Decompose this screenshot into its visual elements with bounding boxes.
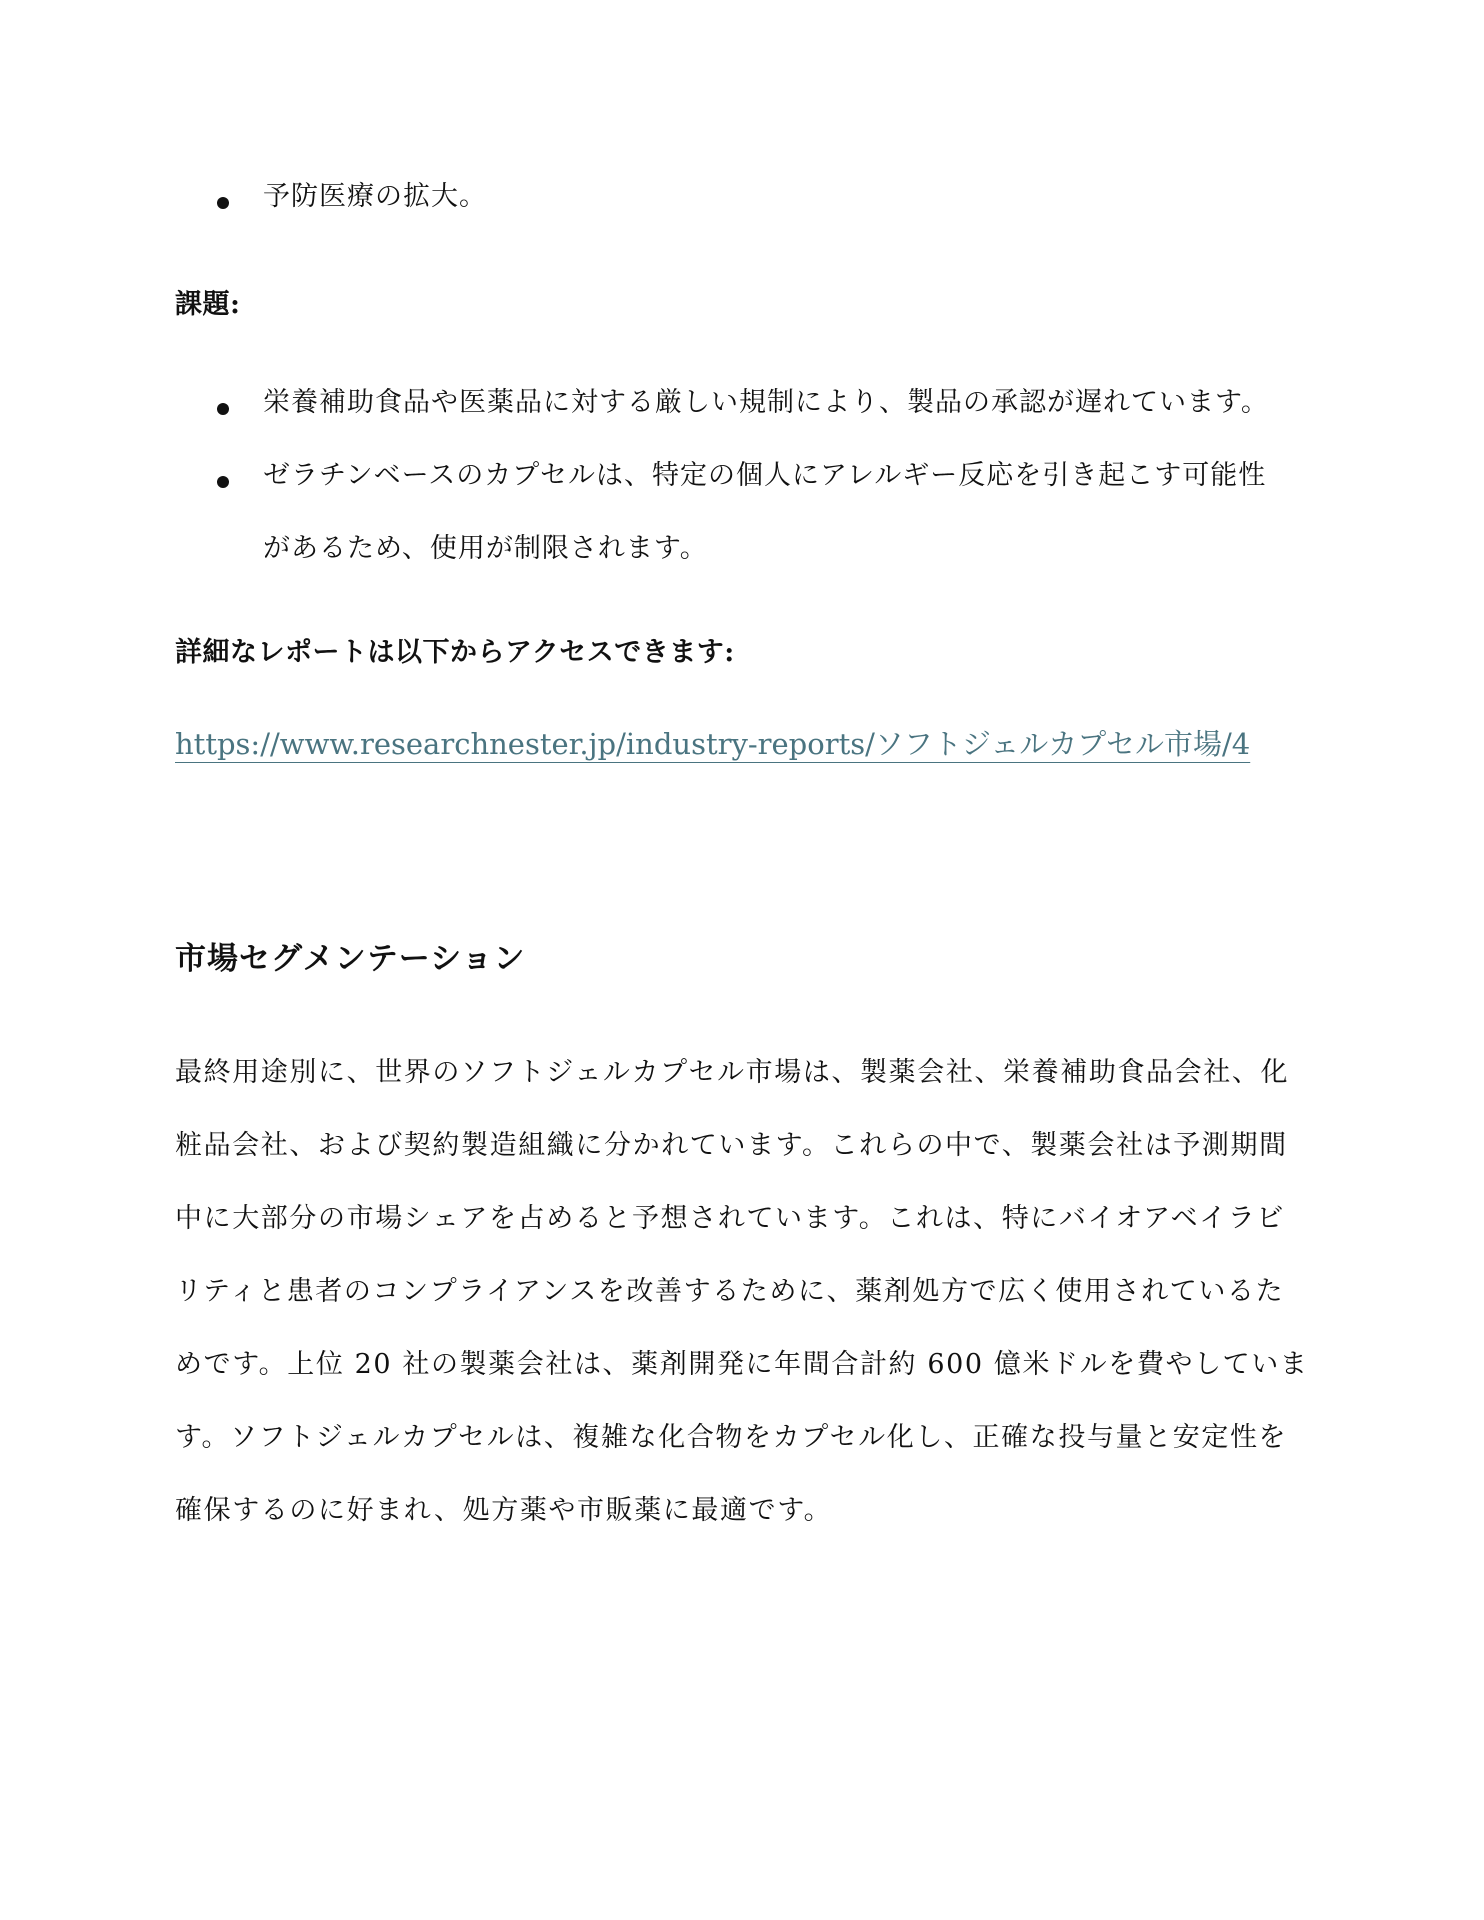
bullet-icon xyxy=(217,403,229,415)
report-link[interactable]: https://www.researchnester.jp/industry-reports/ソフトジェルカプセル市場/4 xyxy=(175,727,1251,761)
bullet-icon xyxy=(217,197,229,209)
report-access-label: 詳細なレポートは以下からアクセスできます: xyxy=(175,637,735,668)
paragraph-line: 確保するのに好まれ、処方薬や市販薬に最適です。 xyxy=(175,1495,833,1526)
section-heading: 市場セグメンテーション xyxy=(175,941,526,977)
paragraph-line: めです。上位 20 社の製薬会社は、薬剤開発に年間合計約 600 億米ドルを費やしていま xyxy=(175,1349,1309,1380)
paragraph-line: リティと患者のコンプライアンスを改善するために、薬剤処方で広く使用されているた xyxy=(175,1276,1285,1307)
list-item-text: ゼラチンベースのカプセルは、特定の個人にアレルギー反応を引き起こす可能性 xyxy=(263,460,1267,491)
paragraph-line: 中に大部分の市場シェアを占めると予想されています。これは、特にバイオアベイラビ xyxy=(175,1203,1285,1234)
bullet-icon xyxy=(217,476,229,488)
list-item-text: 予防医療の拡大。 xyxy=(263,181,487,212)
challenges-label: 課題: xyxy=(175,289,241,320)
list-item-text: 栄養補助食品や医薬品に対する厳しい規制により、製品の承認が遅れています。 xyxy=(263,387,1269,418)
paragraph-line: す。ソフトジェルカプセルは、複雑な化合物をカプセル化し、正確な投与量と安定性を xyxy=(175,1422,1288,1453)
paragraph-line: 粧品会社、および契約製造組織に分かれています。これらの中で、製薬会社は予測期間 xyxy=(175,1130,1288,1161)
paragraph-line: 最終用途別に、世界のソフトジェルカプセル市場は、製薬会社、栄養補助食品会社、化 xyxy=(175,1057,1290,1088)
list-item-text-continued: があるため、使用が制限されます。 xyxy=(263,533,708,564)
